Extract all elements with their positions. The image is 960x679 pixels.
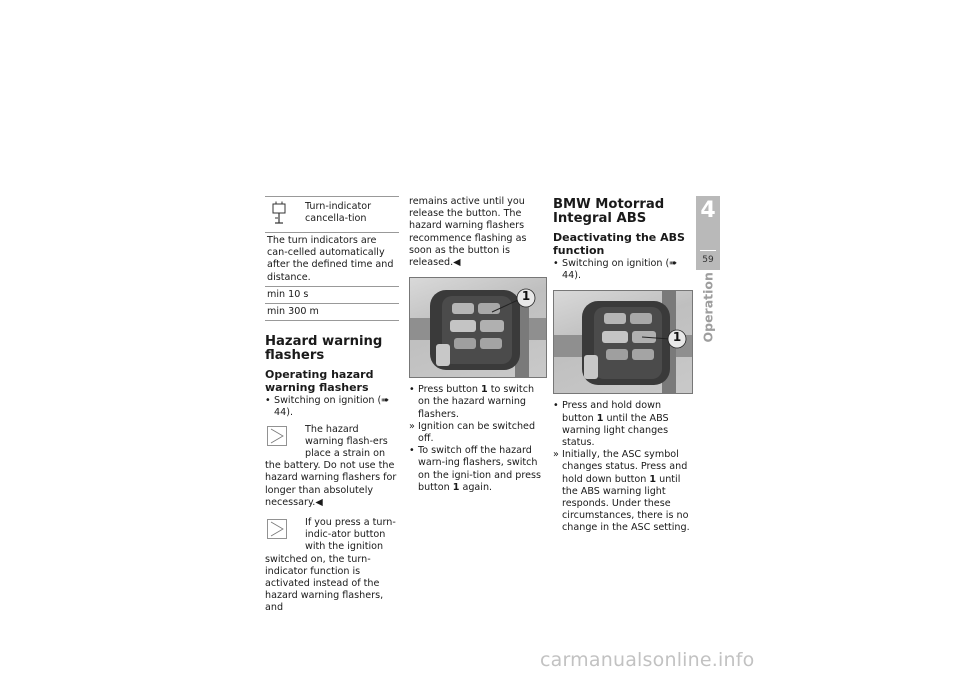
- end-mark-icon: ◀: [315, 496, 323, 508]
- spec-desc-row: [265, 233, 399, 287]
- spec-table: [265, 196, 399, 321]
- step-list: [553, 400, 691, 534]
- spec-value-distance: min 300 m: [265, 304, 399, 321]
- list-item: • To switch off the hazard warn-ing flashers, switch on the igni-tion and press button 1 again.: [409, 445, 545, 494]
- subsection-title-abs: Deactivating the ABS function: [553, 231, 685, 257]
- note-text: The hazard warning flash-ers place a strain on the battery. Do not use the hazard warning flashers for longer than absolutely necessary.: [265, 423, 397, 508]
- callout-label: 1: [521, 289, 531, 304]
- spec-header-row: [265, 197, 399, 233]
- callout-label: 1: [672, 330, 682, 345]
- watermark: carmanualsonline.info: [540, 649, 755, 671]
- section-label: Operation: [700, 272, 716, 343]
- chapter-number: 4: [700, 198, 716, 223]
- spec-row: [265, 286, 399, 303]
- chapter-tab: [696, 196, 720, 270]
- arrow-ref-icon: ➠: [381, 395, 390, 407]
- arrow-ref-icon: ➠: [669, 258, 678, 269]
- spec-header-label: Turn-indicator cancella-tion: [305, 201, 372, 225]
- page-ref-link[interactable]: 44: [274, 407, 287, 419]
- warning-triangle-icon: [265, 424, 305, 450]
- tab-divider: [700, 250, 716, 251]
- end-mark-icon: ◀: [453, 257, 461, 269]
- note-battery: [265, 424, 399, 509]
- step-list: [553, 258, 691, 282]
- list-item: • Switching on ignition (➠ 44).: [265, 395, 399, 419]
- subsection-title-hazard: Operating hazard warning flashers: [265, 368, 374, 394]
- list-item: » Initially, the ASC symbol changes status. Press and hold down button 1 until the ABS warning light responds. Under these circumstances, there is no change in the ASC setting.: [553, 449, 691, 534]
- section-label-vertical: [697, 272, 719, 343]
- page-ref-link[interactable]: 44: [562, 270, 575, 282]
- list-item: » Ignition can be switched off.: [409, 421, 545, 445]
- note-turn-indicator: [265, 513, 399, 615]
- handlebar-switch-photo: [409, 277, 547, 378]
- list-item: • Press and hold down button 1 until the ABS warning light changes status.: [553, 400, 691, 449]
- spec-desc: The turn indicators are can-celled automatically after the defined time and distance.: [265, 233, 399, 287]
- abs-switch-photo: [553, 290, 693, 394]
- note-text: If you press a turn-indic-ator button with the ignition switched on, the turn-indicator function is activated instead of the hazard warning flashers, and: [265, 517, 396, 614]
- warning-triangle-icon: [265, 517, 305, 543]
- section-title-hazard: Hazard warning flashers: [265, 334, 383, 364]
- page-number: 59: [702, 255, 714, 265]
- list-item: • Switching on ignition (➠ 44).: [553, 258, 691, 282]
- turn-indicator-cancellation-icon: [265, 201, 305, 227]
- column-2: [409, 196, 545, 494]
- column-1: [265, 196, 399, 615]
- spec-row: [265, 304, 399, 321]
- step-list: [265, 395, 399, 419]
- column-3: [553, 196, 691, 535]
- step-list: [409, 384, 545, 494]
- spec-value-time: min 10 s: [265, 286, 399, 303]
- section-title-abs: BMW Motorrad Integral ABS: [553, 197, 665, 226]
- list-item: • Press button 1 to switch on the hazard warning flashers.: [409, 384, 545, 421]
- note-continuation: remains active until you release the button. The hazard warning flashers recommence flashing as soon as the button is released.◀: [409, 196, 527, 269]
